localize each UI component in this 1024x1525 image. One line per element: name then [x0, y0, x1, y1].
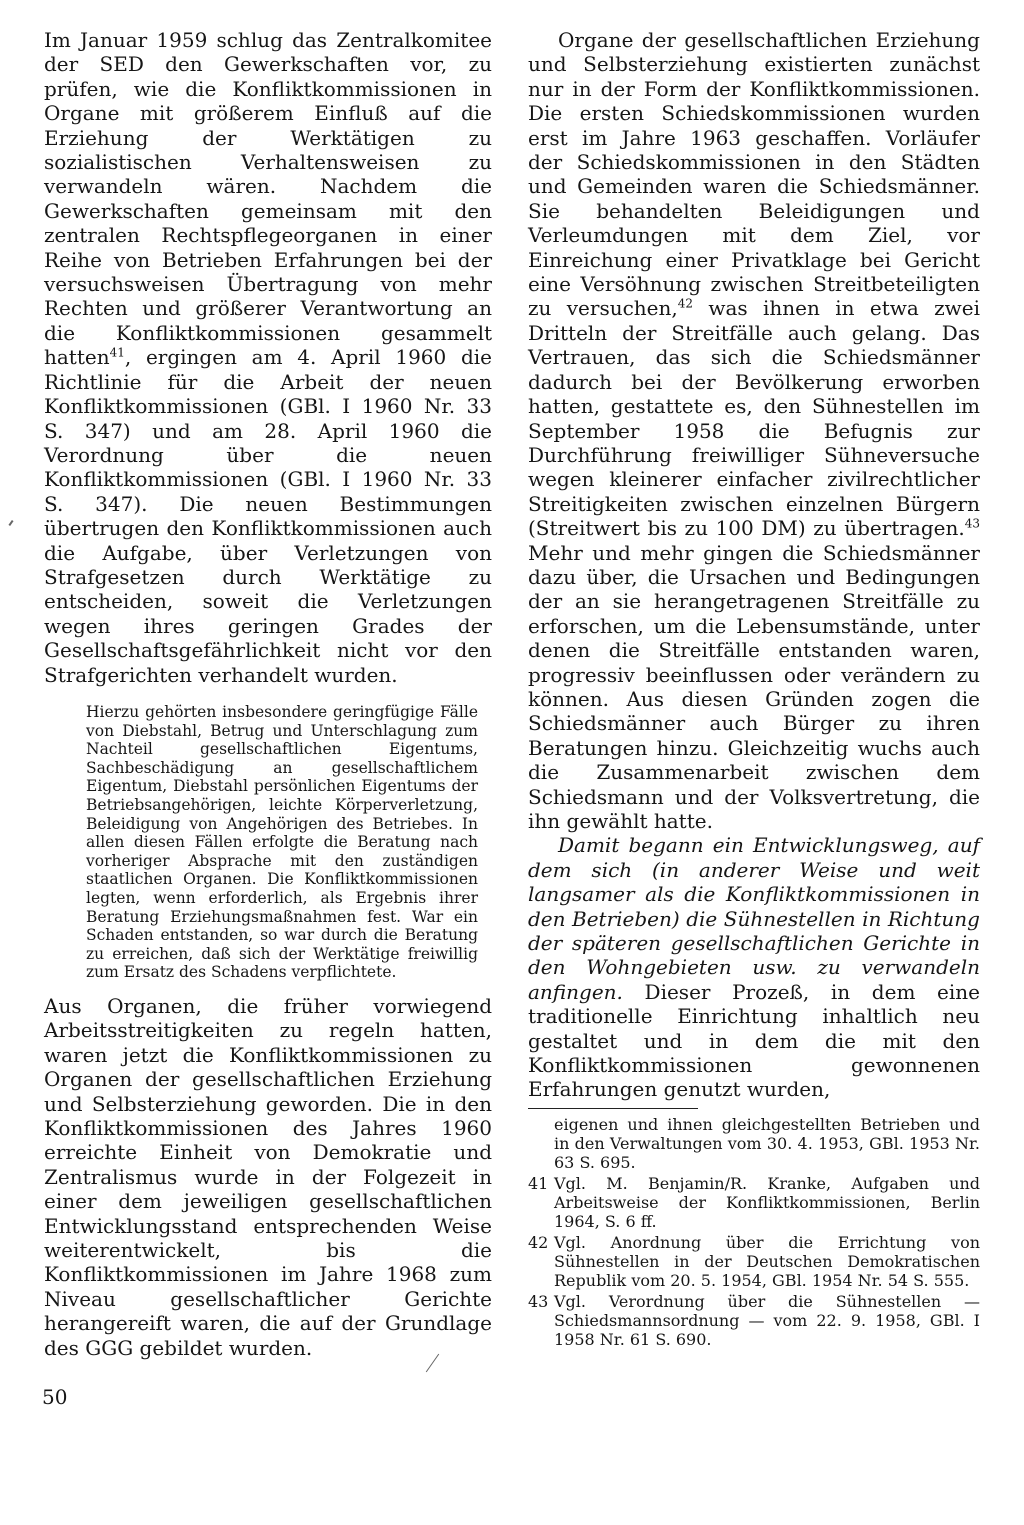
page-number: 50	[42, 1385, 68, 1409]
left-small-print-block: Hierzu gehörten insbesondere geringfügige Fälle von Diebstahl, Betrug und Unterschlagung zum Nachteil gesellschaftlichen Eigentums, Sachbeschädigung an gesellschaftlichem Eigentum, Diebstahl persönlichen Eigentums der Betriebsangehörigen, leichte Körperverletzung, Beleidigung von Angehörigen des Betriebes. In allen diesen Fällen erfolgte die Beratung nach vorheriger Absprache mit den zuständigen staatlichen Organen. Die Konfliktkommissionen legten, wenn erforderlich, als Ergebnis ihrer Beratung Erziehungsmaßnahmen fest. War ein Schaden entstanden, so war durch die Beratung zu erreichen, daß sich der Werktätige freiwillig zum Ersatz des Schadens verpflichtete.	[86, 702, 478, 982]
right-paragraph-2-italic: Damit begann ein Entwicklungsweg, auf dem sich (in anderer Weise und weit langsamer als die Konfliktkommissionen in den Betrieben) die Sühnestellen in Richtung der späteren gesellschaftlichen Gerichte in den Wohngebieten usw. zu verwandeln anfingen.	[528, 833, 980, 1004]
right-paragraph-2-rest: Dieser Prozeß, in dem eine traditionelle Einrichtung inhaltlich neu gestaltet und in dem die mit den Konfliktkommissionen gewonnenen Erfahrungen genutzt wurden,	[528, 979, 980, 1102]
footnote-ref-42: 42	[677, 296, 694, 311]
footnote-number: 42	[528, 1232, 549, 1252]
footnote-ref-43: 43	[964, 516, 980, 531]
left-paragraph-1-text: Im Januar 1959 schlug das Zentralkomitee der SED den Gewerkschaften vor, zu prüfen, wie die Konfliktkommissionen in Organe mit größerem Einfluß auf die Erziehung der Werktätigen zu sozialistischen Verhaltensweisen zu verwandeln wären. Nachdem die Gewerkschaften gemeinsam mit den zentralen Rechtspflegeorganen in einer Reihe von Betrieben Erfahrungen bei der versuchsweisen Übertragung von mehr Rechten und größerer Verantwortung an die Konfliktkommissionen gesammelt hatten	[44, 28, 492, 370]
right-paragraph-2	[528, 833, 980, 1101]
footnote-number: 41	[528, 1173, 549, 1193]
footnote-number: 43	[528, 1291, 549, 1311]
footnote-41	[528, 1174, 980, 1231]
right-column	[528, 28, 980, 1351]
right-paragraph-1-middle: was ihnen in etwa zwei Dritteln der Streitfälle auch gelang. Das Vertrauen, das sich die Schiedsmänner dadurch bei der Bevölkerung erworben hatten, gestattete es, den Sühnestellen im September 1958 die Befugnis zur Durchführung freiwilliger Sühneversuche wegen kleinerer einfacher zivilrechtlicher Streitigkeiten zwischen einzelnen Bürgern (Streitwert bis zu 100 DM) zu übertragen.	[528, 296, 980, 541]
footnote-text: Vgl. M. Benjamin/R. Kranke, Aufgaben und Arbeitsweise der Konfliktkommissionen, Berlin 1964, S. 6 ff.	[554, 1173, 980, 1231]
footnote-text: Vgl. Anordnung über die Errichtung von Sühnestellen in der Deutschen Demokratischen Republik vom 20. 5. 1954, GBl. 1954 Nr. 54 S. 555.	[554, 1232, 980, 1290]
footnote-separator	[528, 1108, 698, 1109]
left-paragraph-1-rest: , ergingen am 4. April 1960 die Richtlinie für die Arbeit der neuen Konfliktkommissionen (GBl. I 1960 Nr. 33 S. 347) und am 28. April 1960 die Verordnung über die neuen Konfliktkommissionen (GBl. I 1960 Nr. 33 S. 347). Die neuen Bestimmungen übertrugen den Konfliktkommissionen auch die Aufgabe, über Verletzungen von Strafgesetzen durch Werktätige zu entscheiden, soweit die Verletzungen wegen ihres geringen Grades der Gesellschaftsgefährlichkeit nicht vor den Strafgerichten verhandelt wurden.	[44, 345, 492, 687]
left-column	[44, 28, 492, 1360]
left-paragraph-2: Aus Organen, die früher vorwiegend Arbeitsstreitigkeiten zu regeln hatten, waren jetzt die Konfliktkommissionen zu Organen der gesellschaftlichen Erziehung und Selbsterziehung geworden. Die in den Konfliktkommissionen des Jahres 1960 erreichte Einheit von Demokratie und Zentralismus wurde in der Folgezeit in einer dem jeweiligen gesellschaftlichen Entwicklungsstand entsprechenden Weise weiterentwickelt, bis die Konfliktkommissionen im Jahre 1968 zum Niveau gesellschaftlicher Gerichte herangereift waren, die auf der Grundlage des GGG gebildet wurden.	[44, 993, 492, 1360]
footnote-ref-41: 41	[109, 345, 125, 360]
footnote-continuation: eigenen und ihnen gleichgestellten Betrieben und in den Verwaltungen vom 30. 4. 1953, GBl. 1953 Nr. 63 S. 695.	[554, 1114, 980, 1172]
right-paragraph-1-text: Organe der gesellschaftlichen Erziehung und Selbsterziehung existierten zunächst nur in der Form der Konfliktkommissionen. Die ersten Schiedskommissionen wurden erst im Jahre 1963 geschaffen. Vorläufer der Schiedskommissionen in den Städten und Gemeinden waren die Schiedsmänner. Sie behandelten Beleidigungen und Verleumdungen mit dem Ziel, vor Einreichung einer Privatklage bei Gericht eine Versöhnung zwischen Streitbeteiligten zu versuchen,	[528, 28, 980, 321]
left-paragraph-1	[44, 28, 492, 687]
footnote-42	[528, 1233, 980, 1290]
right-paragraph-1	[528, 28, 980, 833]
stray-ink-mark	[8, 520, 13, 526]
footnotes	[528, 1115, 980, 1349]
footnote-text: Vgl. Verordnung über die Sühnestellen — Schiedsmannsordnung — vom 22. 9. 1958, GBl. I 1958 Nr. 61 S. 690.	[554, 1291, 980, 1349]
right-paragraph-1-rest: Mehr und mehr gingen die Schiedsmänner dazu über, die Ursachen und Bedingungen der an sie herangetragenen Streitfälle zu erforschen, um die Lebensumstände, unter denen die Streitfälle entstanden waren, progressiv beeinflussen oder verändern zu können. Aus diesen Gründen zogen die Schiedsmänner auch Bürger zu ihren Beratungen hinzu. Gleichzeitig wuchs auch die Zusammenarbeit zwischen dem Schiedsmann und der Volksvertretung, die ihn gewählt hatte.	[528, 540, 980, 833]
footnote-43	[528, 1292, 980, 1349]
